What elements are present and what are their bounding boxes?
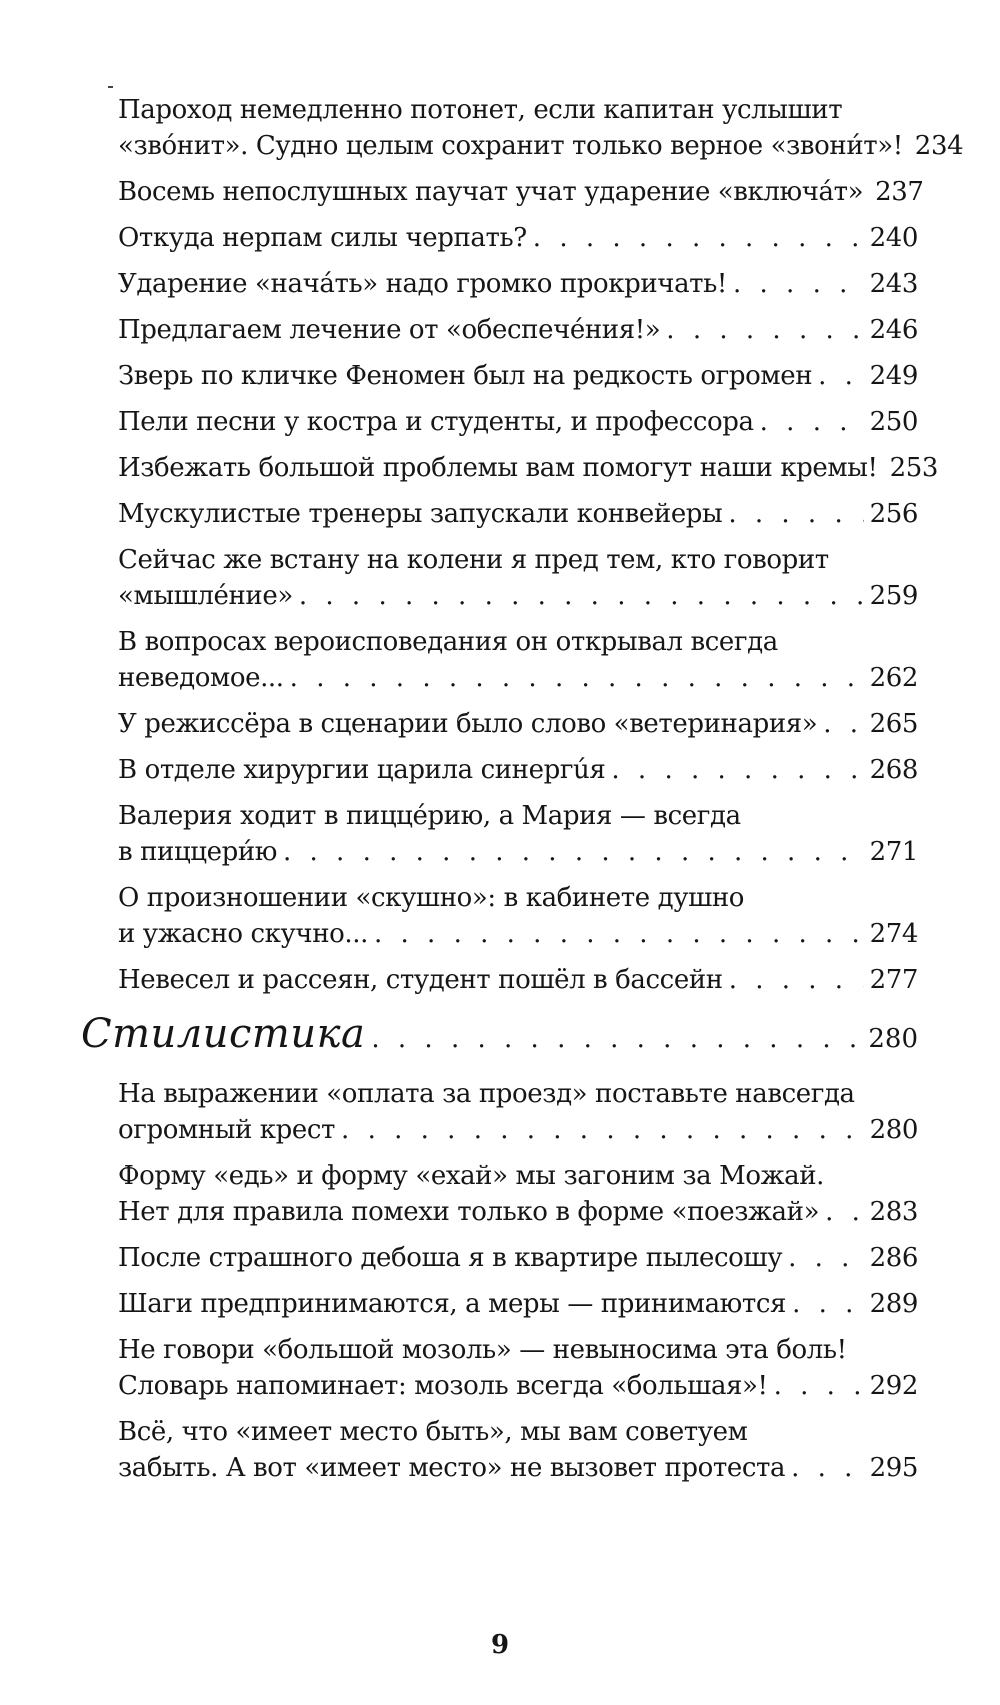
toc-entry-page-number: 234	[914, 131, 964, 161]
toc-entry-last-line	[118, 1112, 918, 1148]
toc-entry-page-number: 253	[889, 453, 939, 483]
toc-entry[interactable]	[118, 880, 918, 952]
toc-entry-page-number: 289	[869, 1289, 918, 1319]
toc-entry-title: Ударение «начáть» надо громко прокричать!	[118, 269, 727, 299]
toc-entry-page-number: 237	[875, 177, 924, 207]
toc-entry-title: Шаги предпринимаются, а меры — принимаются	[118, 1289, 787, 1319]
toc-entry-title: забыть. А вот «имеет место» не вызовет протеста	[118, 1453, 786, 1483]
toc-entry[interactable]	[118, 92, 964, 164]
toc-entry-title: в пиццери́ю	[118, 837, 277, 867]
toc-entry-page-number: 292	[869, 1371, 918, 1401]
leader-dots	[290, 660, 864, 696]
toc-entry-page-number: 286	[869, 1243, 918, 1273]
toc-entry[interactable]	[118, 266, 918, 302]
toc-entry-last-line	[118, 174, 924, 210]
toc-entry-last-line	[118, 496, 918, 532]
toc-entry[interactable]	[118, 1158, 918, 1230]
section-heading[interactable]	[81, 1008, 918, 1060]
toc-entry[interactable]	[118, 1286, 918, 1322]
toc-entry-page-number: 271	[869, 837, 918, 867]
toc-entry-title: В отделе хирургии царила синергúя	[118, 755, 606, 785]
toc-entry-title: У режиссёра в сценарии было слово «ветеринария»	[118, 709, 818, 739]
leader-dots	[818, 358, 863, 394]
toc-entry-page-number: 274	[869, 919, 918, 949]
toc-entry[interactable]	[118, 1414, 918, 1486]
toc-entry-last-line	[118, 1286, 918, 1322]
toc-entry-last-line	[118, 752, 918, 788]
leader-dots	[774, 1368, 864, 1404]
toc-entry[interactable]	[118, 450, 939, 486]
toc-entry-last-line	[118, 266, 918, 302]
section-page-number: 280	[868, 1024, 918, 1054]
toc-entry-title: Нет для правила помехи только в форме «поезжай»	[118, 1197, 820, 1227]
toc-entry[interactable]	[118, 798, 918, 870]
toc-entry-line: Валерия ходит в пиццéрию, а Мария — всегда	[118, 801, 741, 831]
toc-entry-page-number: 250	[869, 407, 918, 437]
toc-entry-page-number: 243	[869, 269, 918, 299]
toc-entry-page-number: 259	[869, 581, 918, 611]
toc-entry[interactable]	[118, 220, 918, 256]
toc-entry-last-line	[118, 450, 939, 486]
toc-entry-page-number: 295	[869, 1453, 918, 1483]
toc-entry[interactable]	[118, 962, 918, 998]
toc-entry[interactable]	[118, 1240, 918, 1276]
toc-entry-last-line	[118, 1368, 918, 1404]
toc-entry-last-line	[118, 916, 918, 952]
toc-entry-line: Пароход немедленно потонет, если капитан услышит	[118, 95, 843, 125]
toc-entry-last-line	[118, 312, 918, 348]
toc-entry-page-number: 283	[869, 1197, 918, 1227]
toc-entry-page-number: 265	[869, 709, 918, 739]
toc-entry-page-number: 268	[869, 755, 918, 785]
toc-entries-after	[118, 1076, 918, 1486]
toc-entry-last-line	[118, 578, 918, 614]
toc-entries-before	[118, 92, 964, 998]
toc-entry-title: «звóнит». Судно целым сохранит только верное «звони́т»!	[118, 131, 903, 161]
toc-entry-last-line	[118, 358, 918, 394]
toc-entry-line: В вопросах вероисповедания он открывал всегда	[118, 627, 778, 657]
toc-entry-title: и ужасно скучно...	[118, 919, 368, 949]
leader-dots	[825, 1194, 863, 1230]
toc-entry-title: огромный крест	[118, 1115, 336, 1145]
toc-entry[interactable]	[118, 706, 918, 742]
toc-entry-title: Зверь по кличке Феномен был на редкость огромен	[118, 361, 813, 391]
toc-entry[interactable]	[118, 404, 918, 440]
toc-entry-title: Восемь непослушных паучат учат ударение «включáт»	[118, 177, 864, 207]
toc-entry-page-number: 256	[869, 499, 918, 529]
stray-mark	[108, 86, 113, 88]
leader-dots	[666, 312, 863, 348]
toc-entry-title: неведомое...	[118, 663, 284, 693]
toc-entry-last-line	[118, 404, 918, 440]
toc-entry[interactable]	[118, 358, 918, 394]
toc-entry-title: Предлагаем лечение от «обеспечéния!»	[118, 315, 661, 345]
toc-entry-title: «мышлéние»	[118, 581, 293, 611]
toc-entry-last-line	[118, 220, 918, 256]
toc-entry-line: На выражении «оплата за проезд» поставьте навсегда	[118, 1079, 855, 1109]
toc-entry[interactable]	[118, 1076, 918, 1148]
leader-dots	[760, 404, 864, 440]
toc-entry-last-line	[118, 706, 918, 742]
toc-entry-title: Избежать большой проблемы вам помогут наши кремы!	[118, 453, 878, 483]
leader-dots	[791, 1450, 863, 1486]
toc-entry[interactable]	[118, 1332, 918, 1404]
toc-entry-last-line	[118, 660, 918, 696]
toc-entry-last-line	[118, 834, 918, 870]
toc-entry-line: Всё, что «имеет место быть», мы вам советуем	[118, 1417, 748, 1447]
toc-entry-last-line	[118, 1450, 918, 1486]
toc-entry-line: Форму «едь» и форму «ехай» мы загоним за Можай.	[118, 1161, 825, 1191]
leader-dots	[788, 1240, 863, 1276]
leader-dots	[533, 220, 864, 256]
toc-entry-title: После страшного дебоша я в квартире пылесошу	[118, 1243, 783, 1273]
section-title: Стилистика	[81, 1011, 366, 1057]
toc-entry-title: Словарь напоминает: мозоль всегда «большая»!	[118, 1371, 768, 1401]
leader-dots	[371, 1024, 862, 1054]
toc-entry-title: Откуда нерпам силы черпать?	[118, 223, 527, 253]
toc-entry-title: Невесел и рассеян, студент пошёл в бассейн	[118, 965, 723, 995]
toc-entry[interactable]	[118, 542, 918, 614]
leader-dots	[728, 496, 863, 532]
toc-entry-page-number: 240	[869, 223, 918, 253]
toc-entry-page-number: 249	[869, 361, 918, 391]
toc-entry-page-number: 280	[869, 1115, 918, 1145]
toc-entry[interactable]	[118, 496, 918, 532]
leader-dots	[283, 834, 864, 870]
toc-entry-title: Пели песни у костра и студенты, и профессора	[118, 407, 754, 437]
leader-dots	[792, 1286, 864, 1322]
toc-entry-line: О произношении «скушно»: в кабинете душно	[118, 883, 745, 913]
toc-entry[interactable]	[118, 752, 918, 788]
toc-entry-last-line	[118, 128, 964, 164]
toc-entry-title: Мускулистые тренеры запускали конвейеры	[118, 499, 723, 529]
toc-entry[interactable]	[118, 174, 924, 210]
leader-dots	[823, 706, 863, 742]
toc-entry-page-number: 246	[869, 315, 918, 345]
toc-entry-line: Сейчас же встану на колени я пред тем, кто говорит	[118, 545, 829, 575]
toc-entry[interactable]	[118, 624, 918, 696]
toc-entry-page-number: 277	[869, 965, 918, 995]
toc-entry-last-line	[118, 962, 918, 998]
toc-entry-last-line	[118, 1240, 918, 1276]
folio-page-number: 9	[490, 1630, 510, 1660]
toc-entry-line: Не говори «большой мозоль» — невыносима эта боль!	[118, 1335, 847, 1365]
leader-dots	[374, 916, 864, 952]
leader-dots	[341, 1112, 864, 1148]
toc-entry-last-line	[118, 1194, 918, 1230]
toc-entry-page-number: 262	[869, 663, 918, 693]
leader-dots	[733, 266, 864, 302]
leader-dots	[611, 752, 863, 788]
leader-dots	[729, 962, 864, 998]
leader-dots	[299, 578, 864, 614]
toc-entry[interactable]	[118, 312, 918, 348]
table-of-contents	[81, 92, 964, 1496]
